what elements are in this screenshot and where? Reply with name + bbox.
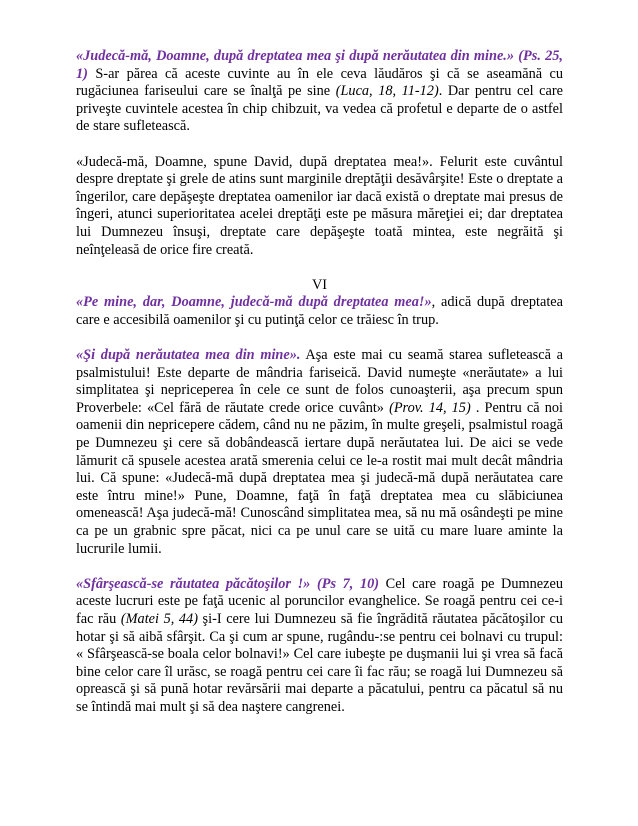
scripture-reference: (Luca, 18, 11-12) — [335, 83, 439, 100]
paragraph-3 — [76, 294, 563, 329]
paragraph-text: şi-I cere lui Dumnezeu să fie îngrădită răutatea păcătoşilor cu hotar şi să aibă sfârşit. Ca şi cum ar spune, rugându-:se pentru cei bolnavi cu trupul: « Sfârşească-se boala celor bolnavi!» Cel care iubeşte pe duşmanii lui şi vrea să facă bine celor care îl urăsc, se roagă pentru cei care îi fac rău; se roagă lui Dumnezeu să oprească şi să pună hotar revărsării mai departe a păcatului, pentru ca păcatul să nu se întindă mai mult şi să dea naştere cangrenei. — [76, 611, 563, 715]
paragraph-1 — [76, 48, 563, 136]
psalm-quote: «Judecă-mă, Doamne, după dreptatea mea şi după nerăutatea din mine.» (Ps. 25, 1) — [76, 48, 563, 82]
paragraph-5 — [76, 576, 563, 717]
document-page — [76, 48, 563, 734]
psalm-quote: «Şi după nerăutatea mea din mine». — [76, 347, 301, 364]
paragraph-text: Aşa este mai cu seamă starea sufletească a psalmistului! Este departe de mândria fariseică. David numeşte «nerăutate» a lui simplitatea şi nepriceperea în cele ce sunt de folos cunoaşterii, aşa precum spun Proverbele: «Cel fără de răutate crede orice cuvânt» — [76, 347, 564, 416]
paragraph-text: . Pentru că noi oamenii din nepricepere cădem, când nu ne păzim, în multe greşeli, psalmistul roagă pe Dumnezeu şi cere să dobândească iertare după nerăutatea lui. De aici se vede lămurit că spusele acestea arată smerenia celui ce le-a rostit mai mult decât mândria lui. Că spune: «Judecă-mă după dreptatea mea şi judecă-mă după nerăutatea care este întru mine!» Pune, Doamne, faţă în faţă dreptatea mea cu slăbiciunea omenească! Aşa judecă-mă! Cunoscând simplitatea mea, să nu mă osândeşti pe mine ca pe un grabnic spre păcat, nici ca pe unul care se uită cu mare luare aminte la lucrurile lumii. — [76, 399, 563, 557]
scripture-reference: (Prov. 14, 15) — [389, 399, 471, 416]
paragraph-text: . Dar pentru cel care priveşte cuvintele acestea în chip chibzuit, va vedea că profetul e departe de o astfel de stare sufletească. — [76, 83, 563, 135]
paragraph-text: «Judecă-mă, Doamne, spune David, după dreptatea mea!». Felurit este cuvântul despre dreptate şi grele de atins sunt marginile dreptăţii desăvârşite! Este o dreptate a îngerilor, care depăşeşte dreptatea oamenilor iar dacă există o dreptate mai presus de îngeri, atunci superioritatea acelei dreptăţi este pe măsura măreţiei ei; dar dreptatea lui Dumnezeu însuşi, dreptate care depăşeşte toată mintea, este negrăită şi neînţeleasă de orice fire creată. — [76, 153, 563, 258]
psalm-quote: «Pe mine, dar, Doamne, judecă-mă după dreptatea mea!» — [76, 294, 432, 311]
scripture-reference: (Matei 5, 44) — [120, 611, 198, 627]
section-heading: VI — [311, 276, 328, 293]
paragraph-4 — [76, 347, 563, 558]
psalm-quote: «Sfârşească-se răutatea păcătoşilor !» (Ps 7, 10) — [76, 575, 380, 592]
paragraph-text: , adică după dreptatea care e accesibilă oamenilor şi cu putinţă celor ce trăiesc în trup. — [76, 294, 563, 328]
paragraph-text: Cel care roagă pe Dumnezeu aceste lucruri este pe faţă ucenic al poruncilor evanghelice. Se roagă pentru cei ce-i fac rău — [76, 575, 563, 627]
paragraph-text: S-ar părea că aceste cuvinte au în ele ceva lăudăros şi că se aseamănă cu rugăciunea fariseului care se înalţă pe sine — [76, 65, 563, 100]
paragraph-2 — [76, 154, 563, 260]
